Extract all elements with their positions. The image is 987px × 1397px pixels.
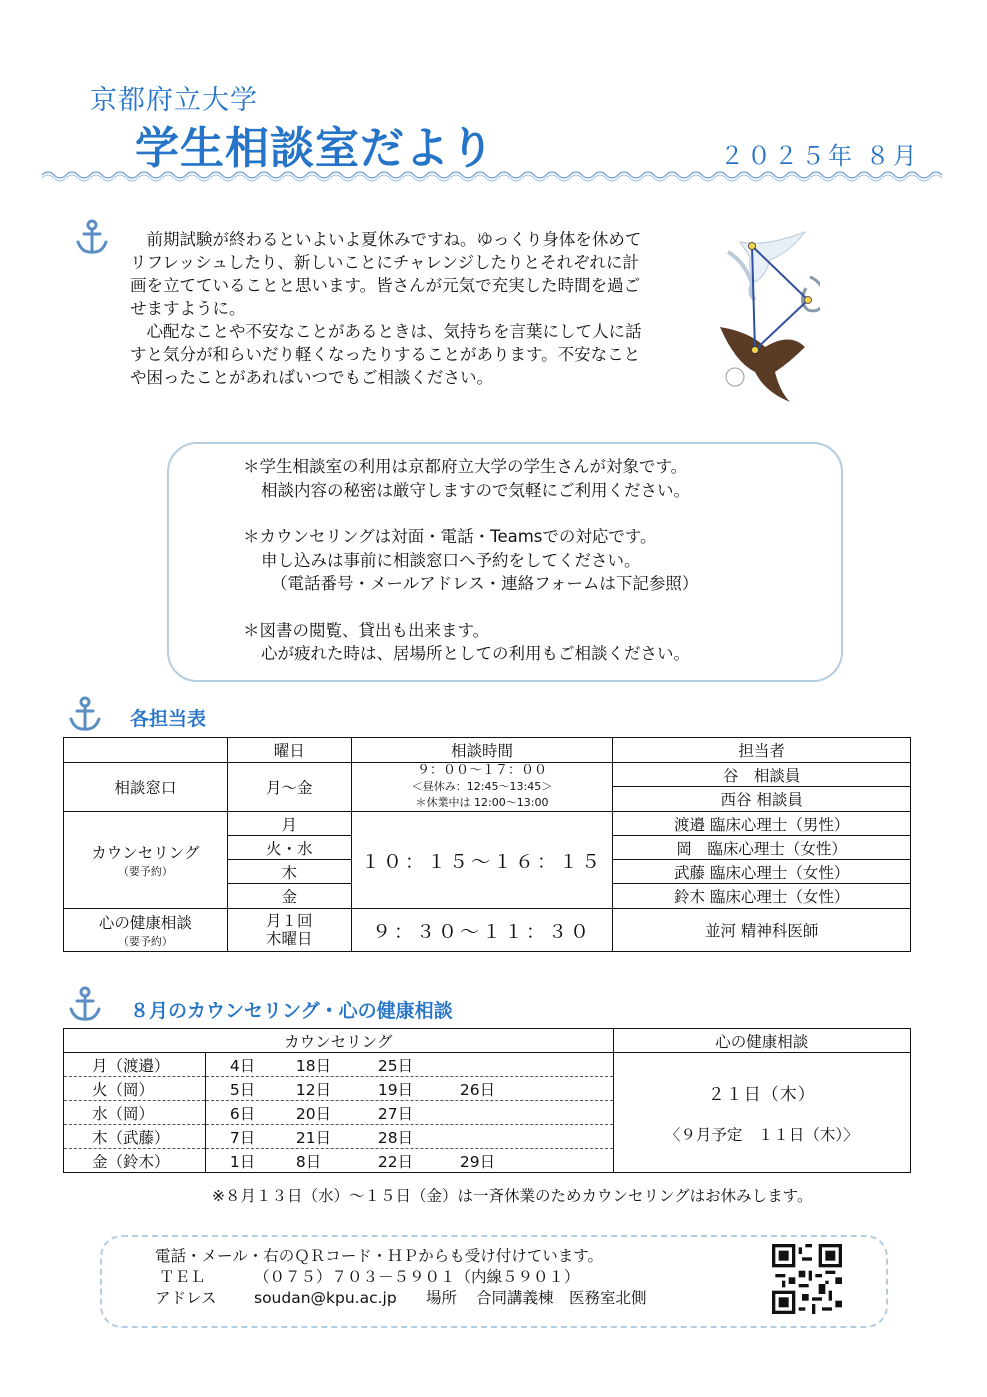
time-main: ９：００～１７：００ [416, 763, 547, 778]
day-cell: 金（鈴木） [64, 1149, 206, 1173]
wave-divider [42, 168, 947, 182]
mental-cell [613, 1053, 910, 1173]
notice-line: 心が疲れた時は、居場所としての利用もご相談ください。 [261, 644, 690, 663]
section-title: ８月のカウンセリング・心の健康相談 [130, 1000, 453, 1022]
days-cell: 火・水 [227, 836, 351, 860]
anchor-icon [65, 985, 105, 1025]
constellation-illustration [710, 222, 820, 407]
staff-cell: 西谷 相談員 [613, 787, 911, 812]
staff-cell: 谷 相談員 [613, 763, 911, 787]
date: 12日 [295, 1080, 332, 1099]
closure-footnote: ※８月１３日（水）～１５日（金）は一斉休業のためカウンセリングはお休みします。 [212, 1187, 813, 1205]
qr-code-icon[interactable] [772, 1244, 842, 1314]
date: 19日 [377, 1080, 414, 1099]
time-cell: ９：３０～１１：３０ [351, 909, 613, 952]
date: 6日 [229, 1104, 256, 1123]
dates-cell [205, 1125, 613, 1149]
tel-label: ＴＥＬ [159, 1268, 206, 1286]
staff-cell: 渡邉 臨床心理士（男性） [613, 812, 911, 836]
notice-line: ＊カウンセリングは対面・電話・Teamsでの対応です。 [243, 527, 657, 546]
mental-label: 心の健康相談 [98, 914, 192, 932]
staff-cell: 武藤 臨床心理士（女性） [613, 860, 911, 884]
dates-cell [205, 1077, 613, 1101]
time-closed: ＊休業中は 12:00～13:00 [415, 796, 549, 809]
tel-number: （０７５）７０３－５９０１（内線５９０１） [254, 1268, 580, 1286]
row-label [64, 909, 228, 952]
date: 8日 [295, 1152, 322, 1171]
table-header: 心の健康相談 [613, 1029, 910, 1053]
section-title: 各担当表 [130, 708, 207, 730]
date: 28日 [377, 1128, 414, 1147]
page-title: 学生相談室だより [135, 123, 495, 174]
intro-paragraph: 前期試験が終わるといよいよ夏休みですね。ゆっくり身体を休めてリフレッシュしたり、新しいことにチャレンジしたりとそれぞれに計画を立てていることと思います。皆さんが元気で充実した時間を過ごせますように。 [130, 230, 642, 318]
day-cell: 木（武藤） [64, 1125, 206, 1149]
notice-text [243, 455, 833, 666]
table-header: 曜日 [227, 738, 351, 763]
anchor-icon [65, 695, 105, 735]
row-label: 相談窓口 [64, 763, 228, 812]
notice-line: 相談内容の秘密は厳守しますので気軽にご利用ください。 [261, 480, 690, 500]
table-header: 担当者 [613, 738, 911, 763]
date: 5日 [229, 1080, 256, 1099]
time-break: ＜昼休み：12:45～13:45＞ [411, 780, 553, 793]
time-cell [351, 763, 613, 812]
table-header: 相談時間 [351, 738, 613, 763]
staff-table [63, 737, 911, 952]
date: 18日 [295, 1056, 332, 1075]
date: 1日 [229, 1152, 256, 1171]
days-cell: 木 [227, 860, 351, 884]
date: 20日 [295, 1104, 332, 1123]
table-cell [64, 738, 228, 763]
intro-paragraph: 心配なことや不安なことがあるときは、気持ちを言葉にして人に話すと気分が和らいだり軽くなったりすることがあります。不安なことや困ったことがあればいつでもご相談ください。 [130, 322, 642, 387]
place-label: 場所 [426, 1289, 458, 1307]
day-cell: 火（岡） [64, 1077, 206, 1101]
issue-date: ２０２５年 ８月 [720, 142, 920, 170]
date: 29日 [459, 1152, 496, 1171]
intro-text [130, 228, 650, 389]
date: 27日 [377, 1104, 414, 1123]
contact-intro: 電話・メール・右のＱＲコード・ＨＰからも受け付けています。 [155, 1247, 603, 1265]
place-value: 合同講義棟 医務室北側 [476, 1289, 647, 1307]
day-cell: 水（岡） [64, 1101, 206, 1125]
days-cell [227, 909, 351, 952]
contact-text [155, 1246, 647, 1309]
reservation-note: （要予約） [117, 865, 173, 878]
dates-cell [205, 1149, 613, 1173]
notice-line: ＊図書の閲覧、貸出も出来ます。 [243, 620, 490, 640]
date: 26日 [459, 1080, 496, 1099]
staff-cell: 鈴木 臨床心理士（女性） [613, 884, 911, 909]
notice-line: （電話番号・メールアドレス・連絡フォームは下記参照） [271, 574, 699, 593]
university-name: 京都府立大学 [90, 85, 258, 116]
row-label [64, 812, 228, 909]
notice-line: 申し込みは事前に相談窓口へ予約をしてください。 [261, 550, 641, 570]
staff-cell: 岡 臨床心理士（女性） [613, 836, 911, 860]
days-cell: 金 [227, 884, 351, 909]
days-cell: 月～金 [227, 763, 351, 812]
august-table [63, 1028, 911, 1173]
mental-date: ２１日（木） [707, 1085, 816, 1105]
mental-days: 月１回 [265, 912, 313, 930]
day-cell: 月（渡邉） [64, 1053, 206, 1077]
address-label: アドレス [155, 1289, 217, 1307]
date: 25日 [377, 1056, 414, 1075]
email-address[interactable]: soudan@kpu.ac.jp [254, 1289, 397, 1307]
staff-cell: 並河 精神科医師 [613, 909, 911, 952]
dates-cell [205, 1053, 613, 1077]
notice-line: ＊学生相談室の利用は京都府立大学の学生さんが対象です。 [243, 457, 688, 476]
date: 7日 [229, 1128, 256, 1147]
time-cell: １０：１５～１６：１５ [351, 812, 613, 909]
table-header: カウンセリング [64, 1029, 614, 1053]
anchor-icon [72, 218, 112, 258]
counseling-label: カウンセリング [91, 844, 200, 862]
dates-cell [205, 1101, 613, 1125]
mental-days: 木曜日 [265, 930, 313, 948]
date: 4日 [229, 1056, 256, 1075]
date: 22日 [377, 1152, 414, 1171]
reservation-note: （要予約） [117, 935, 173, 948]
date: 21日 [295, 1128, 332, 1147]
days-cell: 月 [227, 812, 351, 836]
mental-next: 〈９月予定 １１日（木）〉 [664, 1126, 859, 1144]
